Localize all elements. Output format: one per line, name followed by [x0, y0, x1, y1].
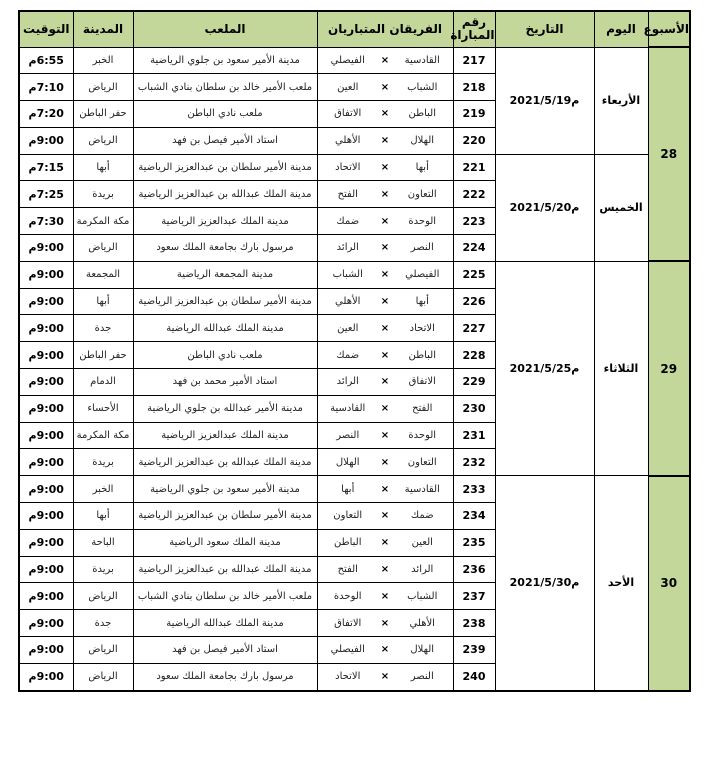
- city-cell: الرياض: [73, 74, 133, 101]
- city-cell: الخبر: [73, 476, 133, 503]
- home-team: الفتح: [412, 403, 433, 415]
- teams-cell: [317, 74, 453, 101]
- match-number-cell: 228: [453, 342, 495, 369]
- time-cell: 9:00م: [19, 369, 73, 396]
- time-cell: 7:10م: [19, 74, 73, 101]
- city-cell: أبها: [73, 154, 133, 181]
- teams-cell: [317, 127, 453, 154]
- away-team: الفتح: [337, 564, 358, 576]
- stadium-cell: استاد الأمير محمد بن فهد: [133, 369, 317, 396]
- versus-mark: ×: [380, 510, 390, 522]
- versus-mark: ×: [380, 590, 390, 602]
- match-number-cell: 222: [453, 181, 495, 208]
- home-team: الشباب: [407, 590, 438, 602]
- time-cell: 9:00م: [19, 235, 73, 262]
- stadium-cell: مدينة الملك عبدالله بن عبدالعزيز الرياضية: [133, 556, 317, 583]
- versus-mark: ×: [380, 376, 390, 388]
- match-number-cell: 233: [453, 476, 495, 503]
- teams-cell: [317, 342, 453, 369]
- home-team: الوحدة: [408, 430, 437, 442]
- match-number-cell: 238: [453, 610, 495, 637]
- home-team: النصر: [410, 242, 434, 254]
- time-cell: 7:20م: [19, 101, 73, 128]
- time-cell: 9:00م: [19, 610, 73, 637]
- city-cell: الرياض: [73, 235, 133, 262]
- home-team: الهلال: [410, 644, 435, 656]
- match-number-cell: 224: [453, 235, 495, 262]
- teams-cell: [317, 583, 453, 610]
- teams-cell: [317, 315, 453, 342]
- day-cell: الخميس: [594, 154, 648, 261]
- versus-mark: ×: [380, 135, 390, 147]
- versus-mark: ×: [380, 54, 390, 66]
- time-cell: 9:00م: [19, 395, 73, 422]
- date-column-header: التاريخ: [495, 11, 594, 47]
- away-team: العين: [337, 322, 359, 334]
- away-team: العين: [337, 81, 359, 93]
- away-team: الفيصلي: [330, 644, 365, 656]
- home-team: الوحدة: [408, 215, 437, 227]
- teams-cell: [317, 235, 453, 262]
- time-column-header: التوقيت: [19, 11, 73, 47]
- stadium-cell: مرسول بارك بجامعة الملك سعود: [133, 235, 317, 262]
- day-cell: الأحد: [594, 476, 648, 691]
- match-number-cell: 232: [453, 449, 495, 476]
- teams-cell: [317, 208, 453, 235]
- city-cell: أبها: [73, 288, 133, 315]
- teams-cell: [317, 395, 453, 422]
- away-team: الهلال: [335, 456, 360, 468]
- home-team: الاتفاق: [408, 376, 436, 388]
- city-cell: الدمام: [73, 369, 133, 396]
- stadium-cell: مدينة الملك عبدالله الرياضية: [133, 610, 317, 637]
- stadium-cell: مدينة الأمير سعود بن جلوي الرياضية: [133, 476, 317, 503]
- versus-mark: ×: [380, 162, 390, 174]
- time-cell: 7:30م: [19, 208, 73, 235]
- city-cell: حفر الباطن: [73, 342, 133, 369]
- versus-mark: ×: [380, 215, 390, 227]
- home-team: أبها: [415, 296, 429, 308]
- city-cell: الرياض: [73, 583, 133, 610]
- time-cell: 6:55م: [19, 47, 73, 74]
- stadium-cell: ملعب نادي الباطن: [133, 101, 317, 128]
- versus-mark: ×: [380, 188, 390, 200]
- date-cell: 2021/5/25م: [495, 261, 594, 475]
- city-cell: بريدة: [73, 449, 133, 476]
- home-team: ضمك: [410, 510, 434, 522]
- home-team: الشباب: [407, 81, 438, 93]
- match-number-cell: 237: [453, 583, 495, 610]
- teams-cell: [317, 288, 453, 315]
- city-cell: مكة المكرمة: [73, 422, 133, 449]
- away-team: التعاون: [333, 510, 363, 522]
- teams-cell: [317, 476, 453, 503]
- away-team: الاتفاق: [334, 108, 362, 120]
- city-cell: أبها: [73, 503, 133, 530]
- teams-column-header: الفريقان المتباريان: [317, 11, 453, 47]
- time-cell: 9:00م: [19, 556, 73, 583]
- stadium-cell: مدينة الملك سعود الرياضية: [133, 529, 317, 556]
- versus-mark: ×: [380, 322, 390, 334]
- stadium-cell: ملعب نادي الباطن: [133, 342, 317, 369]
- match-number-cell: 229: [453, 369, 495, 396]
- away-team: ضمك: [336, 215, 360, 227]
- city-cell: الرياض: [73, 663, 133, 690]
- stadium-cell: مدينة الأمير سلطان بن عبدالعزيز الرياضية: [133, 154, 317, 181]
- home-team: الباطن: [408, 108, 436, 120]
- day-column-header: اليوم: [594, 11, 648, 47]
- away-team: الاتحاد: [335, 671, 361, 683]
- away-team: ضمك: [336, 349, 360, 361]
- home-team: الباطن: [408, 349, 436, 361]
- table-row: [19, 154, 690, 181]
- versus-mark: ×: [380, 644, 390, 656]
- match-number-cell: 227: [453, 315, 495, 342]
- away-team: الباطن: [334, 537, 362, 549]
- time-cell: 9:00م: [19, 315, 73, 342]
- stadium-cell: استاد الأمير فيصل بن فهد: [133, 127, 317, 154]
- away-team: الشباب: [332, 269, 363, 281]
- away-team: الرائد: [336, 376, 359, 388]
- versus-mark: ×: [380, 403, 390, 415]
- teams-cell: [317, 181, 453, 208]
- week-column-header: الأسبوع: [648, 11, 690, 47]
- time-cell: 7:25م: [19, 181, 73, 208]
- city-cell: بريدة: [73, 181, 133, 208]
- stadium-cell: مرسول بارك بجامعة الملك سعود: [133, 663, 317, 690]
- match-number-cell: 235: [453, 529, 495, 556]
- fixtures-table: [18, 10, 691, 692]
- versus-mark: ×: [380, 269, 390, 281]
- time-cell: 9:00م: [19, 583, 73, 610]
- teams-cell: [317, 101, 453, 128]
- home-team: الاتحاد: [409, 322, 435, 334]
- teams-cell: [317, 422, 453, 449]
- match-number-cell: 220: [453, 127, 495, 154]
- home-team: الرائد: [411, 564, 434, 576]
- away-team: القادسية: [330, 403, 366, 415]
- versus-mark: ×: [380, 671, 390, 683]
- time-cell: 9:00م: [19, 342, 73, 369]
- home-team: النصر: [410, 671, 434, 683]
- versus-mark: ×: [380, 537, 390, 549]
- home-team: التعاون: [407, 188, 437, 200]
- stadium-cell: مدينة الأمير سلطان بن عبدالعزيز الرياضية: [133, 288, 317, 315]
- time-cell: 9:00م: [19, 663, 73, 690]
- time-cell: 9:00م: [19, 529, 73, 556]
- teams-cell: [317, 154, 453, 181]
- away-team: أبها: [341, 483, 355, 495]
- away-team: الاتحاد: [335, 162, 361, 174]
- time-cell: 9:00م: [19, 503, 73, 530]
- versus-mark: ×: [380, 617, 390, 629]
- time-cell: 9:00م: [19, 449, 73, 476]
- home-team: أبها: [415, 162, 429, 174]
- time-cell: 9:00م: [19, 422, 73, 449]
- stadium-cell: مدينة الملك عبدالعزيز الرياضية: [133, 422, 317, 449]
- home-team: التعاون: [407, 456, 437, 468]
- teams-cell: [317, 529, 453, 556]
- city-column-header: المدينة: [73, 11, 133, 47]
- match-number-cell: 225: [453, 261, 495, 288]
- table-body: [19, 47, 690, 691]
- stadium-column-header: الملعب: [133, 11, 317, 47]
- teams-cell: [317, 637, 453, 664]
- teams-cell: [317, 610, 453, 637]
- versus-mark: ×: [380, 296, 390, 308]
- match-number-cell: 240: [453, 663, 495, 690]
- city-cell: جدة: [73, 610, 133, 637]
- time-cell: 9:00م: [19, 261, 73, 288]
- teams-cell: [317, 663, 453, 690]
- versus-mark: ×: [380, 108, 390, 120]
- time-cell: 9:00م: [19, 637, 73, 664]
- city-cell: بريدة: [73, 556, 133, 583]
- day-cell: الأربعاء: [594, 47, 648, 154]
- versus-mark: ×: [380, 430, 390, 442]
- match-number-cell: 221: [453, 154, 495, 181]
- stadium-cell: ملعب الأمير خالد بن سلطان بنادي الشباب: [133, 583, 317, 610]
- teams-cell: [317, 449, 453, 476]
- home-team: القادسية: [404, 483, 440, 495]
- away-team: الأهلي: [335, 296, 361, 308]
- home-team: الأهلي: [409, 617, 435, 629]
- teams-cell: [317, 369, 453, 396]
- match-number-cell: 217: [453, 47, 495, 74]
- city-cell: مكة المكرمة: [73, 208, 133, 235]
- match-number-cell: 231: [453, 422, 495, 449]
- match-number-column-header: رقم المباراة: [453, 11, 495, 47]
- city-cell: الخبر: [73, 47, 133, 74]
- stadium-cell: مدينة الملك عبدالله بن عبدالعزيز الرياضية: [133, 181, 317, 208]
- home-team: العين: [411, 537, 433, 549]
- versus-mark: ×: [380, 564, 390, 576]
- time-cell: 9:00م: [19, 476, 73, 503]
- table-header: [19, 11, 690, 47]
- city-cell: حفر الباطن: [73, 101, 133, 128]
- week-number-cell: 30: [648, 476, 690, 691]
- table-row: [19, 476, 690, 503]
- away-team: الفيصلي: [330, 54, 365, 66]
- versus-mark: ×: [380, 483, 390, 495]
- teams-cell: [317, 261, 453, 288]
- stadium-cell: ملعب الأمير خالد بن سلطان بنادي الشباب: [133, 74, 317, 101]
- stadium-cell: مدينة الملك عبدالعزيز الرياضية: [133, 208, 317, 235]
- match-number-cell: 239: [453, 637, 495, 664]
- city-cell: الباحة: [73, 529, 133, 556]
- city-cell: الأحساء: [73, 395, 133, 422]
- match-number-cell: 219: [453, 101, 495, 128]
- city-cell: المجمعة: [73, 261, 133, 288]
- date-cell: 2021/5/20م: [495, 154, 594, 261]
- versus-mark: ×: [380, 456, 390, 468]
- date-cell: 2021/5/30م: [495, 476, 594, 691]
- city-cell: جدة: [73, 315, 133, 342]
- away-team: الأهلي: [335, 135, 361, 147]
- match-number-cell: 223: [453, 208, 495, 235]
- stadium-cell: مدينة الأمير عبدالله بن جلوي الرياضية: [133, 395, 317, 422]
- date-cell: 2021/5/19م: [495, 47, 594, 154]
- teams-cell: [317, 47, 453, 74]
- versus-mark: ×: [380, 81, 390, 93]
- time-cell: 9:00م: [19, 288, 73, 315]
- stadium-cell: مدينة الأمير سعود بن جلوي الرياضية: [133, 47, 317, 74]
- week-number-cell: 29: [648, 261, 690, 475]
- stadium-cell: مدينة المجمعة الرياضية: [133, 261, 317, 288]
- city-cell: الرياض: [73, 127, 133, 154]
- home-team: القادسية: [404, 54, 440, 66]
- teams-cell: [317, 556, 453, 583]
- week-number-cell: 28: [648, 47, 690, 261]
- match-number-cell: 236: [453, 556, 495, 583]
- match-number-cell: 226: [453, 288, 495, 315]
- match-number-cell: 234: [453, 503, 495, 530]
- away-team: النصر: [336, 430, 360, 442]
- time-cell: 7:15م: [19, 154, 73, 181]
- away-team: الفتح: [337, 188, 358, 200]
- table-row: [19, 47, 690, 74]
- match-number-cell: 230: [453, 395, 495, 422]
- stadium-cell: مدينة الأمير سلطان بن عبدالعزيز الرياضية: [133, 503, 317, 530]
- day-cell: الثلاثاء: [594, 261, 648, 475]
- versus-mark: ×: [380, 349, 390, 361]
- away-team: الرائد: [336, 242, 359, 254]
- away-team: الوحدة: [333, 590, 362, 602]
- stadium-cell: استاد الأمير فيصل بن فهد: [133, 637, 317, 664]
- city-cell: الرياض: [73, 637, 133, 664]
- time-cell: 9:00م: [19, 127, 73, 154]
- stadium-cell: مدينة الملك عبدالله بن عبدالعزيز الرياضية: [133, 449, 317, 476]
- home-team: الهلال: [410, 135, 435, 147]
- stadium-cell: مدينة الملك عبدالله الرياضية: [133, 315, 317, 342]
- teams-cell: [317, 503, 453, 530]
- home-team: الفيصلي: [405, 269, 440, 281]
- versus-mark: ×: [380, 242, 390, 254]
- table-row: [19, 261, 690, 288]
- match-number-cell: 218: [453, 74, 495, 101]
- away-team: الاتفاق: [334, 617, 362, 629]
